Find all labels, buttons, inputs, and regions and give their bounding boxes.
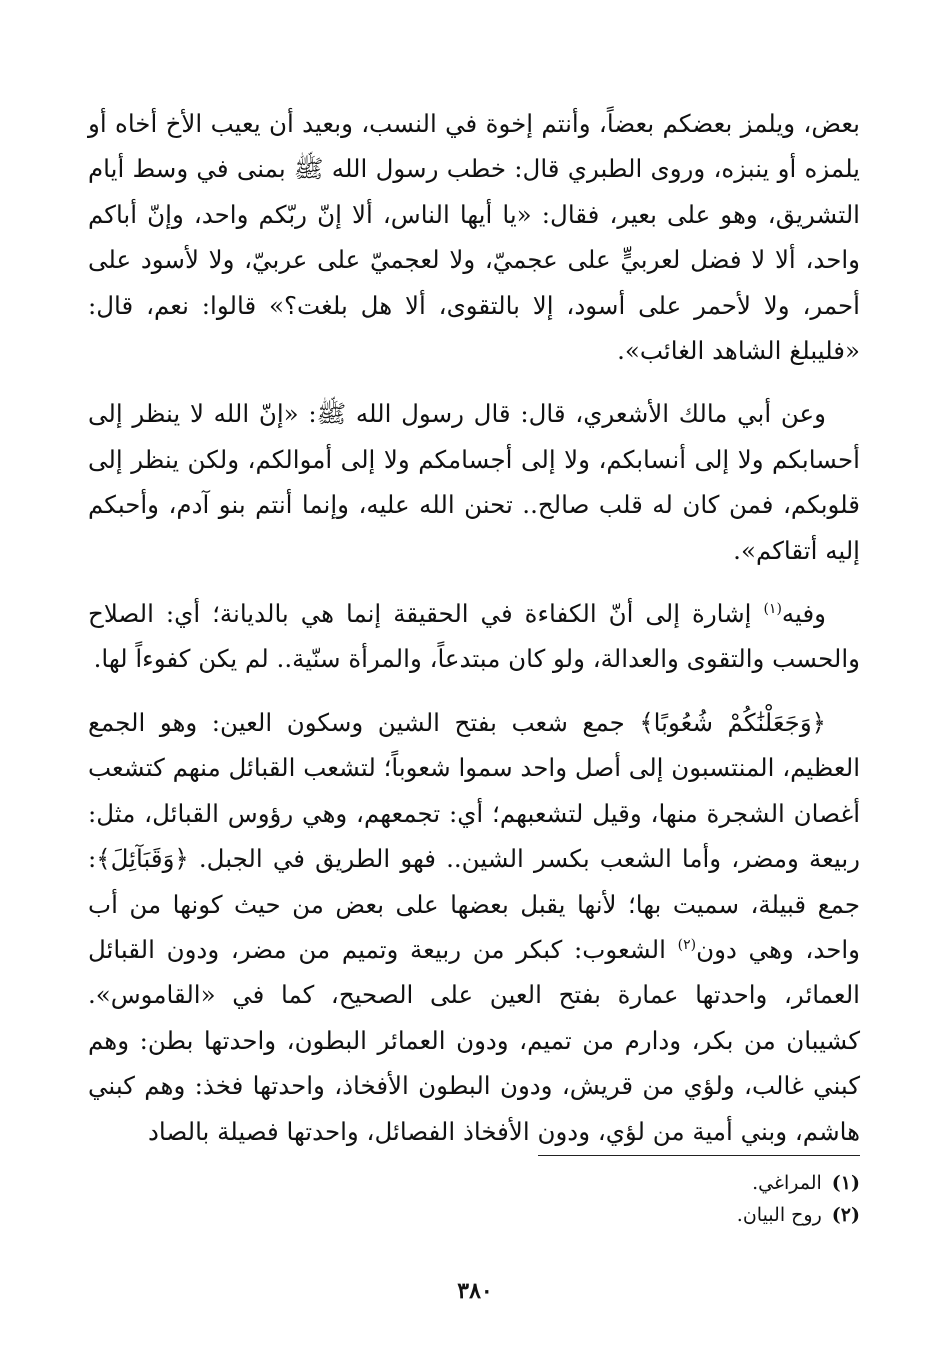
footnote-text: المراغي. <box>752 1172 822 1194</box>
paragraph-4-text-2: : جمع قبيلة، سميت بها؛ لأنها يقبل بعضها على بعض من حيث كونها من أب واحد، وهي دون <box>88 844 860 964</box>
footnote-ref-2[interactable]: (٢) <box>677 936 697 953</box>
paragraph-2 <box>88 391 860 573</box>
footnote-1 <box>737 1167 860 1199</box>
paragraph-4 <box>88 700 860 1154</box>
footnote-2 <box>737 1199 860 1231</box>
paragraph-3-text: إشارة إلى أنّ الكفاءة في الحقيقة إنما هي بالديانة؛ أي: الصلاح والحسب والتقوى والعدالة، ولو كان مبتدعاً، والمرأة سنّية.. لم يكن كفوءاً لها. <box>88 599 860 674</box>
quran-quote-1: ﴿وَجَعَلْنَٰكُمْ شُعُوبًا﴾ <box>639 707 827 737</box>
paragraph-2-text: وعن أبي مالك الأشعري، قال: قال رسول الله ﷺ: «إنّ الله لا ينظر إلى أحسابكم ولا إلى أنسابكم، ولا إلى أجسامكم ولا إلى أموالكم، ولكن ينظر إلى قلوبكم، فمن كان له قلب صالح.. تحنن الله عليه، وإنما أنتم بنو آدم، وأحبكم إليه أتقاكم». <box>88 399 860 565</box>
main-text <box>88 101 860 1154</box>
paragraph-3-lead: وفيه <box>781 599 826 629</box>
paragraph-4-text-1: جمع شعب بفتح الشين وسكون العين: وهو الجمع العظيم، المنتسبون إلى أصل واحد سموا شعوباً؛ لتشعب القبائل منهم كتشعب أغصان الشجرة منها، وقيل لتشعبهم؛ أي: تجمعهم، وهي رؤوس القبائل، مثل: ربيعة ومضر، وأما الشعب بكسر الشين.. فهو الطريق في الجبل. <box>88 707 860 874</box>
paragraph-4-text-3: الشعوب: كبكر من ربيعة وتميم من مضر، ودون القبائل العمائر، واحدتها عمارة بفتح العين على الصحيح، كما في «القاموس». كشيبان من بكر، ودارم من تميم، ودون العمائر البطون، واحدتها بطن: وهم كبني غالب، ولؤي من قريش، ودون البطون الأفخاذ، واحدتها فخذ: وهم كبني هاشم، وبني أمية من لؤي، ودون الأفخاذ الفصائل، واحدتها فصيلة بالصاد <box>88 934 860 1146</box>
footnote-number: (١) <box>831 1172 860 1194</box>
footnote-separator <box>538 1155 860 1156</box>
paragraph-3 <box>88 591 860 682</box>
footnote-text: روح البيان. <box>736 1204 822 1226</box>
footnote-ref-1[interactable]: (١) <box>763 600 782 617</box>
paragraph-1: بعض، ويلمز بعضكم بعضاً، وأنتم إخوة في النسب، وبعيد أن يعيب الأخ أخاه أو يلمزه أو ينبزه، وروى الطبري قال: خطب رسول الله ﷺ بمنى في وسط أيام التشريق، وهو على بعير، فقال: «يا أيها الناس، ألا إنّ ربّكم واحد، وإنّ أباكم واحد، ألا لا فضل لعربيٍّ على عجميّ، ولا لعجميّ على عربيّ، ولا لأسود على أحمر، ولا لأحمر على أسود، إلا بالتقوى، ألا هل بلغت؟» قالوا: نعم، قال: «فليبلغ الشاهد الغائب». <box>88 109 860 366</box>
footnotes <box>737 1167 860 1231</box>
footnote-number: (٢) <box>831 1204 860 1226</box>
quran-quote-2: ﴿وَقَبَآئِلَ﴾ <box>96 844 189 874</box>
page-number: ٣٨٠ <box>457 1278 493 1304</box>
